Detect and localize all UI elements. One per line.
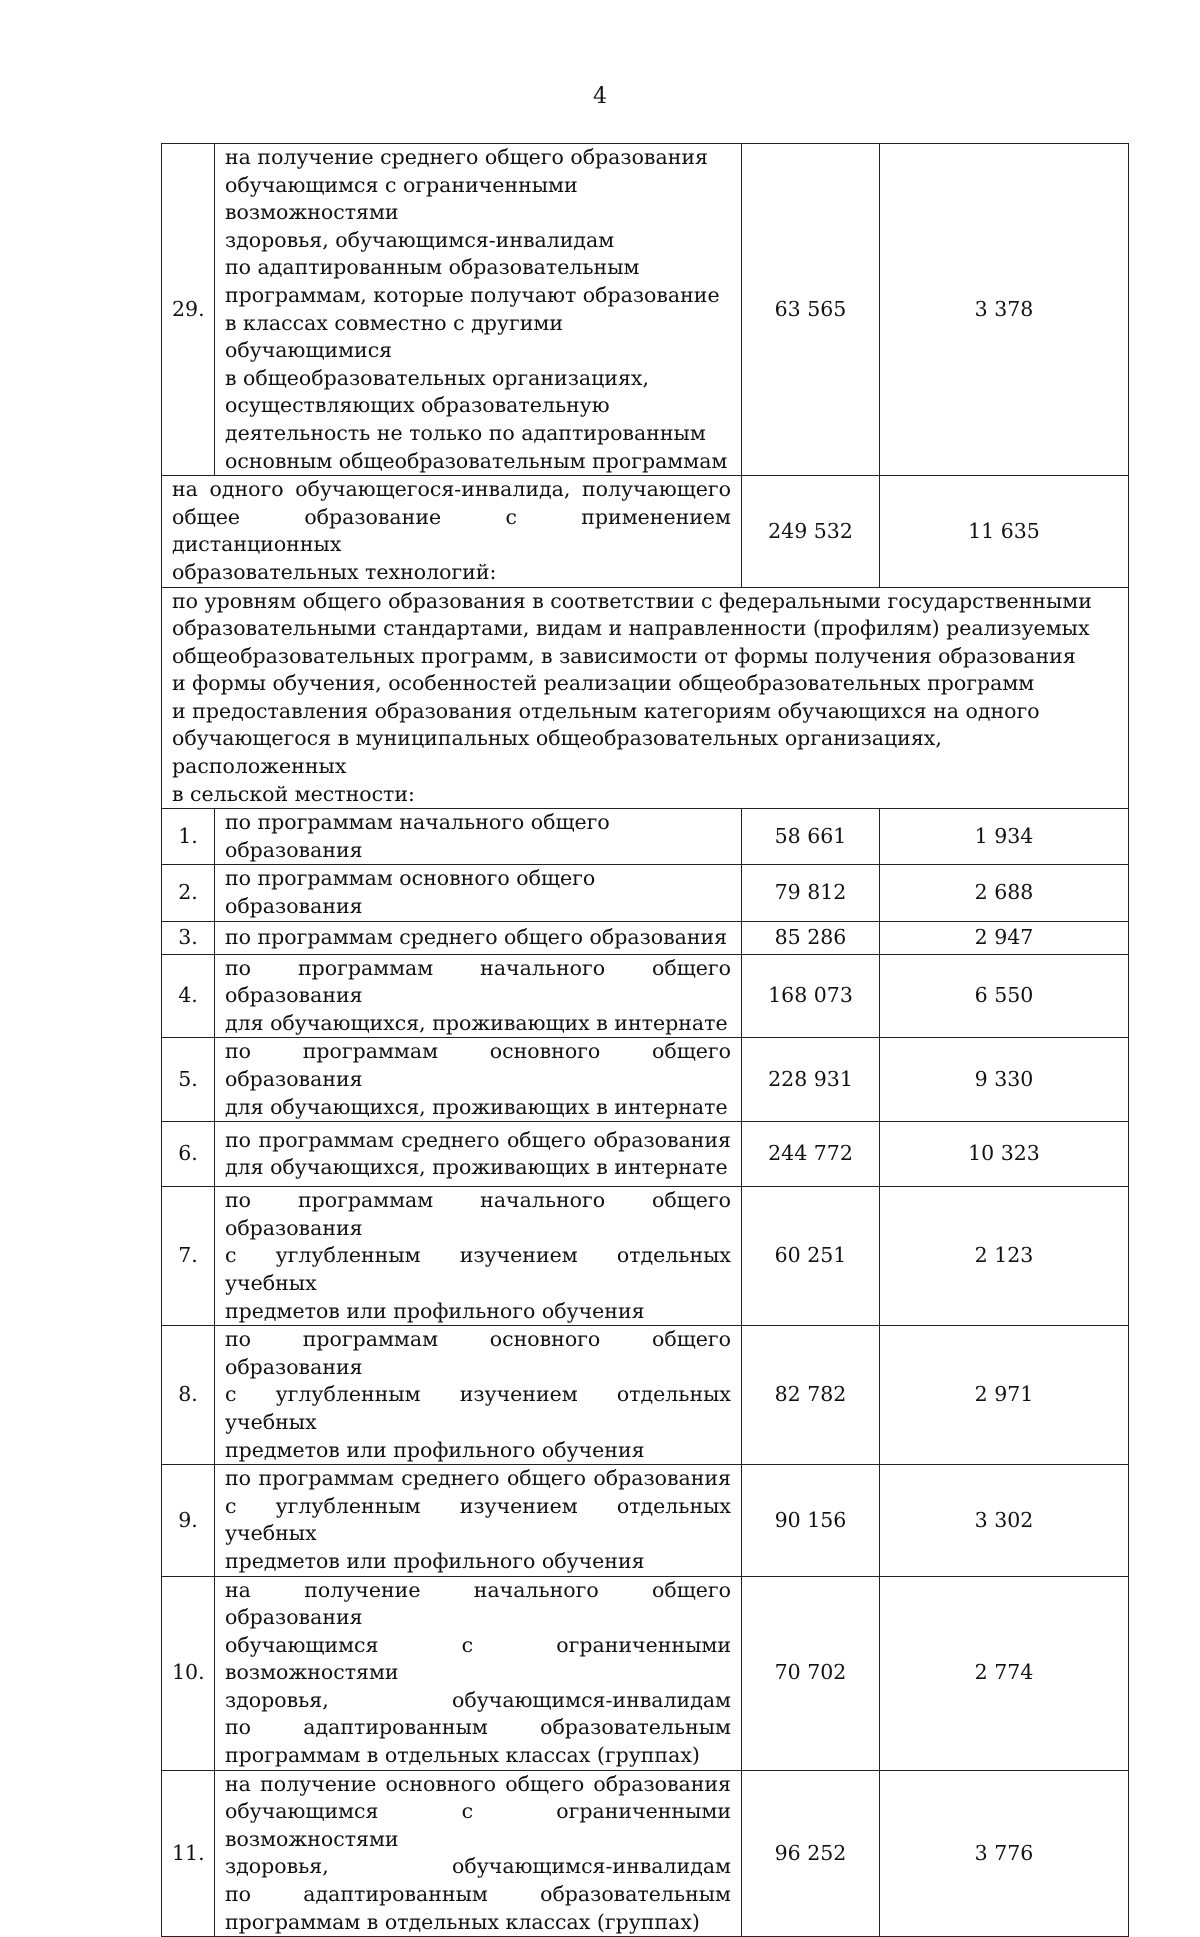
- row-description: по программам начального общего образования: [215, 809, 742, 865]
- table-row: [162, 1465, 1129, 1576]
- value-cell-1: 58 661: [742, 809, 880, 865]
- value-cell-1: 70 702: [742, 1576, 880, 1770]
- row-description: по программам основного общего образования с углубленным изучением отдельных учебных предметов или профильного обучения: [215, 1326, 742, 1465]
- value-cell-2: 9 330: [880, 1038, 1129, 1122]
- value-cell-2: 6 550: [880, 954, 1129, 1038]
- row-number: 1.: [162, 809, 215, 865]
- row-number: 3.: [162, 921, 215, 954]
- value-cell-2: 2 688: [880, 865, 1129, 921]
- table-row: [162, 865, 1129, 921]
- value-cell-2: 3 378: [880, 144, 1129, 476]
- row-number: 4.: [162, 954, 215, 1038]
- value-cell-2: 3 776: [880, 1770, 1129, 1937]
- value-cell-2: 3 302: [880, 1465, 1129, 1576]
- value-cell-1: 168 073: [742, 954, 880, 1038]
- table-row: [162, 954, 1129, 1038]
- table-row: [162, 1326, 1129, 1465]
- row-number: 5.: [162, 1038, 215, 1122]
- row-description: на одного обучающегося-инвалида, получающего общее образование с применением дистанционных образовательных технологий:: [162, 476, 742, 587]
- row-description: по программам основного общего образования для обучающихся, проживающих в интернате: [215, 1038, 742, 1122]
- row-number: 2.: [162, 865, 215, 921]
- row-description: на получение начального общего образования обучающимся с ограниченными возможностями здоровья, обучающимся-инвалидам по адаптированным образовательным программам в отдельных классах (группах): [215, 1576, 742, 1770]
- row-description: на получение среднего общего образования обучающимся с ограниченными возможностями здоровья, обучающимся-инвалидам по адаптированным образовательным программам, которые получают образование в классах совместно с другими обучающимися в общеобразовательных организациях, осуществляющих образовательную деятельность не только по адаптированным основным общеобразовательным программам: [215, 144, 742, 476]
- value-cell-1: 85 286: [742, 921, 880, 954]
- section-header-row: [162, 587, 1129, 809]
- table-row: [162, 1576, 1129, 1770]
- row-number: 9.: [162, 1465, 215, 1576]
- value-cell-1: 96 252: [742, 1770, 880, 1937]
- value-cell-2: 1 934: [880, 809, 1129, 865]
- value-cell-1: 82 782: [742, 1326, 880, 1465]
- value-cell-1: 249 532: [742, 476, 880, 587]
- row-description: по программам основного общего образования: [215, 865, 742, 921]
- row-description: по программам среднего общего образования: [215, 921, 742, 954]
- row-description: по программам среднего общего образования для обучающихся, проживающих в интернате: [215, 1122, 742, 1187]
- value-cell-2: 2 947: [880, 921, 1129, 954]
- table-row: [162, 1187, 1129, 1326]
- value-cell-1: 79 812: [742, 865, 880, 921]
- value-cell-1: 63 565: [742, 144, 880, 476]
- funding-table: [161, 143, 1129, 1937]
- value-cell-2: 2 123: [880, 1187, 1129, 1326]
- value-cell-1: 228 931: [742, 1038, 880, 1122]
- section-header-text: по уровням общего образования в соответствии с федеральными государственными образовательными стандартами, видам и направленности (профилям) реализуемых общеобразовательных программ, в зависимости от формы получения образования и формы обучения, особенностей реализации общеобразовательных программ и предоставления образования отдельным категориям обучающихся на одного обучающегося в муниципальных общеобразовательных организациях, расположенных в сельской местности:: [162, 587, 1129, 809]
- table-row: [162, 144, 1129, 476]
- row-description: по программам начального общего образования для обучающихся, проживающих в интернате: [215, 954, 742, 1038]
- table-row: [162, 1038, 1129, 1122]
- value-cell-2: 10 323: [880, 1122, 1129, 1187]
- row-number: 7.: [162, 1187, 215, 1326]
- table-row: [162, 809, 1129, 865]
- page-number: 4: [593, 84, 607, 109]
- value-cell-1: 60 251: [742, 1187, 880, 1326]
- value-cell-1: 244 772: [742, 1122, 880, 1187]
- value-cell-2: 11 635: [880, 476, 1129, 587]
- table-row: [162, 476, 1129, 587]
- table-row: [162, 921, 1129, 954]
- value-cell-2: 2 774: [880, 1576, 1129, 1770]
- row-number: 10.: [162, 1576, 215, 1770]
- row-number: 8.: [162, 1326, 215, 1465]
- row-description: по программам среднего общего образования с углубленным изучением отдельных учебных предметов или профильного обучения: [215, 1465, 742, 1576]
- value-cell-1: 90 156: [742, 1465, 880, 1576]
- row-number: 11.: [162, 1770, 215, 1937]
- row-number: 6.: [162, 1122, 215, 1187]
- table-row: [162, 1770, 1129, 1937]
- row-description: на получение основного общего образования обучающимся с ограниченными возможностями здоровья, обучающимся-инвалидам по адаптированным образовательным программам в отдельных классах (группах): [215, 1770, 742, 1937]
- table-row: [162, 1122, 1129, 1187]
- row-number: 29.: [162, 144, 215, 476]
- value-cell-2: 2 971: [880, 1326, 1129, 1465]
- row-description: по программам начального общего образования с углубленным изучением отдельных учебных предметов или профильного обучения: [215, 1187, 742, 1326]
